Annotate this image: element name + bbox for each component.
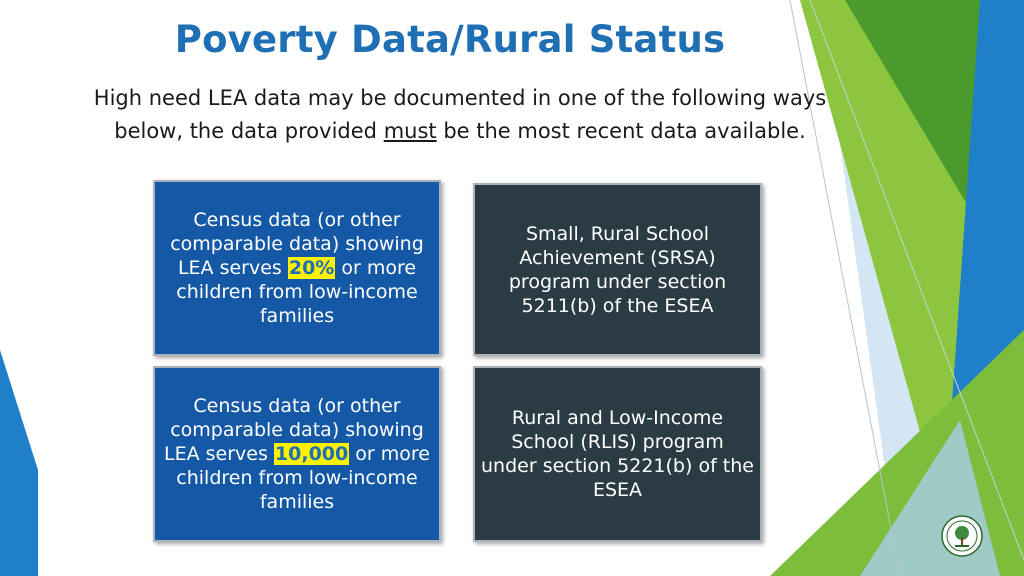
box-3-pre: Census data (or other comparable data) showing LEA serves	[164, 395, 424, 465]
department-seal-icon	[941, 515, 983, 557]
census-20-percent-text	[155, 208, 439, 328]
highlight-10000: 10,000	[274, 443, 349, 465]
rlis-text: Rural and Low-Income School (RLIS) program under section 5221(b) of the ESEA	[481, 407, 754, 501]
box-1-pre: Census data (or other comparable data) showing LEA serves	[170, 209, 424, 279]
box-3-post: or more children from low-income families	[176, 443, 430, 513]
census-20-percent-box	[153, 180, 441, 356]
page-title: Poverty Data/Rural Status	[174, 18, 726, 61]
subtitle-part-2: be the most recent data available.	[436, 119, 806, 143]
highlight-20-percent: 20%	[288, 257, 335, 279]
srsa-box	[473, 183, 762, 356]
subtitle	[90, 82, 830, 148]
blue-left-shape	[0, 350, 38, 576]
census-10000-text	[155, 394, 439, 514]
subtitle-part-1: High need LEA data may be documented in one of the following ways below, the data provided	[93, 86, 827, 143]
box-1-post: or more children from low-income families	[176, 257, 418, 327]
rlis-box	[473, 366, 762, 542]
subtitle-underlined: must	[383, 119, 437, 143]
srsa-text: Small, Rural School Achievement (SRSA) program under section 5211(b) of the ESEA	[508, 222, 727, 317]
census-10000-box	[153, 366, 441, 542]
